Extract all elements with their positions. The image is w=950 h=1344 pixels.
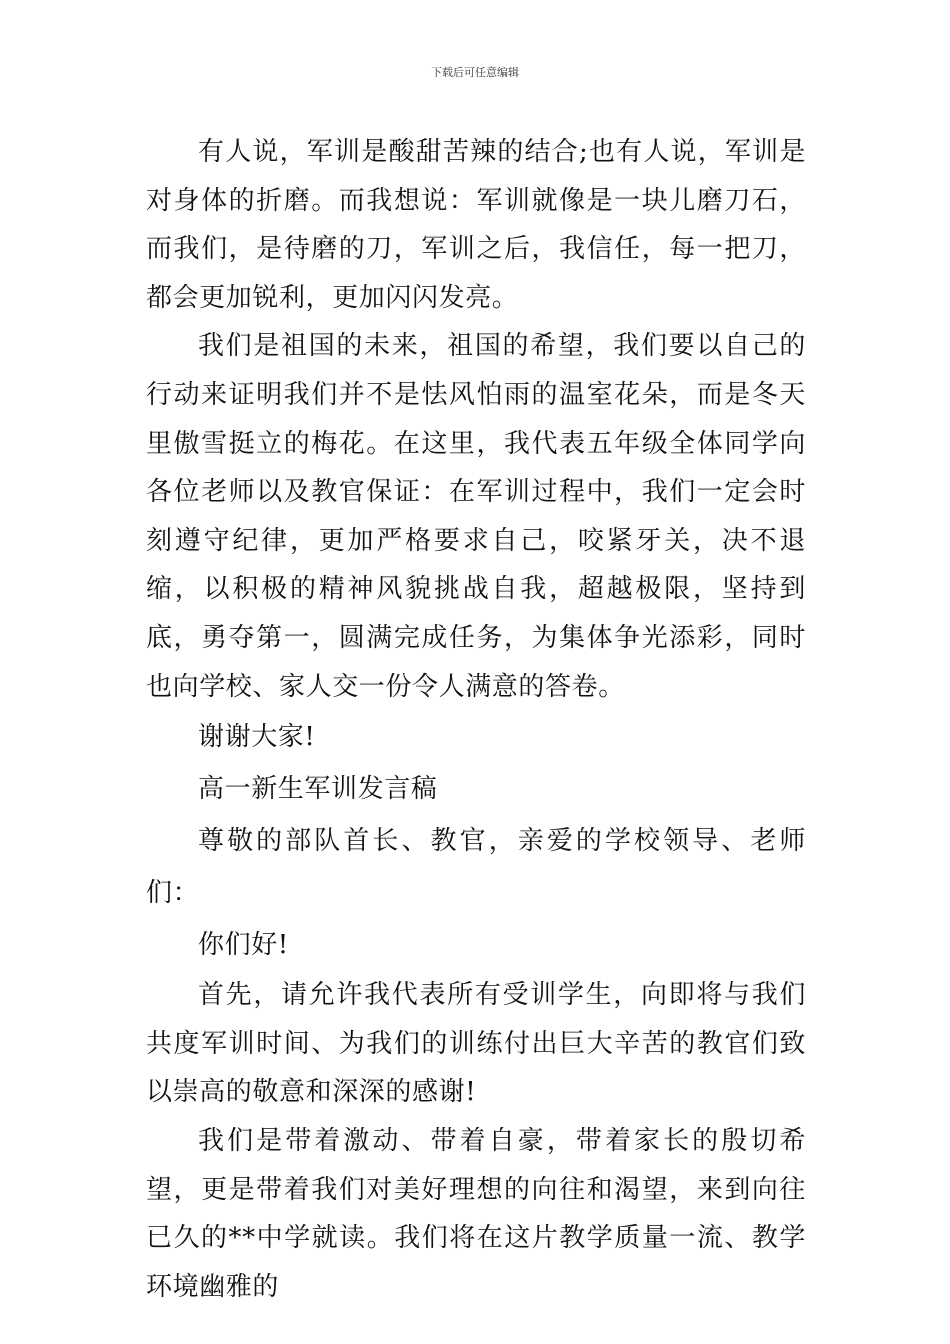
document-body bbox=[146, 128, 806, 1311]
paragraph-military-training-whetstone: 有人说，军训是酸甜苦辣的结合;也有人说，军训是对身体的折磨。而我想说：军训就像是一块儿磨刀石，而我们，是待磨的刀，军训之后，我信任，每一把刀，都会更加锐利，更加闪闪发亮。 bbox=[146, 137, 806, 313]
paragraph-gratitude-to-instructors: 首先，请允许我代表所有受训学生，向即将与我们共度军训时间、为我们的训练付出巨大辛苦的教官们致以崇高的敬意和深深的感谢! bbox=[146, 980, 806, 1108]
speech-title: 高一新生军训发言稿 bbox=[198, 774, 438, 805]
paragraph-thanks: 谢谢大家! bbox=[198, 722, 316, 753]
page-header: 下载后可任意编辑 bbox=[431, 66, 519, 79]
paragraph-salutation: 尊敬的部队首长、教官，亲爱的学校领导、老师们： bbox=[146, 826, 806, 909]
paragraph-greeting: 你们好! bbox=[198, 930, 289, 961]
paragraph-future-of-motherland: 我们是祖国的未来，祖国的希望，我们要以自己的行动来证明我们并不是怯风怕雨的温室花朵，而是冬天里傲雪挺立的梅花。在这里，我代表五年级全体同学向各位老师以及教官保证：在军训过程中，我们一定会时刻遵守纪律，更加严格要求自己，咬紧牙关，决不退缩，以积极的精神风貌挑战自我，超越极限，坚持到底，勇夺第一，圆满完成任务，为集体争光添彩，同时也向学校、家人交一份令人满意的答卷。 bbox=[146, 331, 806, 702]
paragraph-arrival-at-school: 我们是带着激动、带着自豪，带着家长的殷切希望，更是带着我们对美好理想的向往和渴望，来到向往已久的**中学就读。我们将在这片教学质量一流、教学环境幽雅的 bbox=[146, 1125, 806, 1302]
